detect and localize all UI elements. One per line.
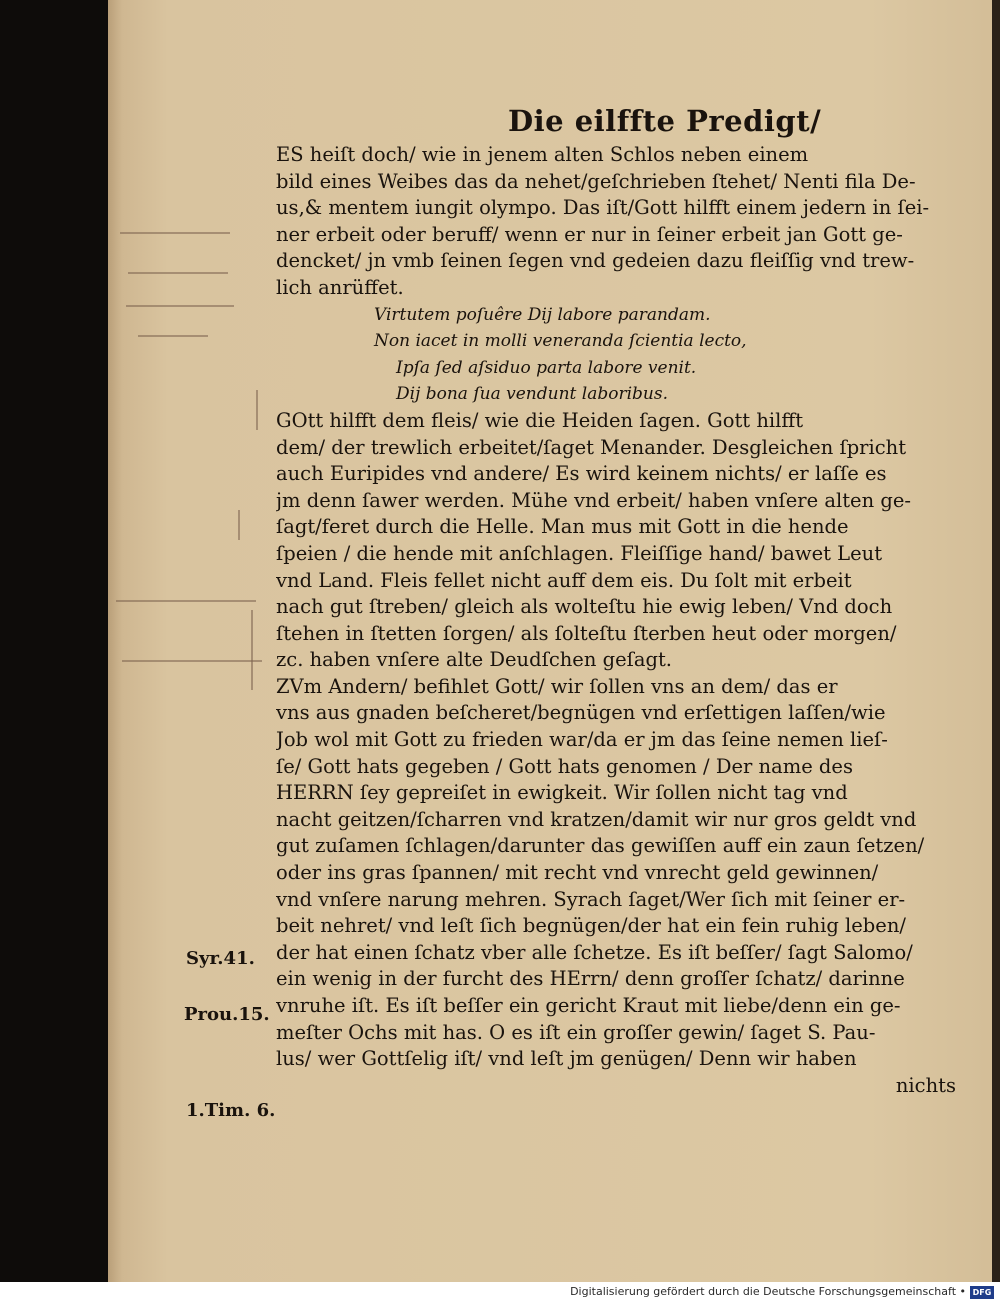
handwriting-mark xyxy=(126,305,234,307)
text-line: dencket/ jn vmb ſeinen ſegen vnd gedeien dazu fleiſſig vnd trew- xyxy=(276,249,915,273)
text-line: ſagt/feret durch die Helle. Man mus mit Gott in die hende xyxy=(276,515,849,539)
verse-line: Ipſa ſed aſsiduo parta labore venit. xyxy=(396,357,697,378)
footer-bar xyxy=(0,1282,1000,1303)
text-line: dem/ der trewlich erbeitet/ſaget Menander. Desgleichen ſpricht xyxy=(276,435,907,459)
handwriting-mark xyxy=(138,335,208,337)
catchword: nichts xyxy=(895,1073,956,1097)
text-line: HERRN ſey gepreiſet in ewigkeit. Wir ſollen nicht tag vnd xyxy=(276,781,848,805)
page-heading: Die eilffte Predigt/ xyxy=(508,104,822,138)
text-line: bild eines Weibes das da nehet/geſchrieben ſtehet/ Nenti fila De- xyxy=(276,169,916,193)
text-line: jm denn ſawer werden. Mühe vnd erbeit/ haben vnſere alten ge- xyxy=(276,488,911,512)
text-line: ein wenig in der furcht des HErrn/ denn groſſer ſchatz/ darinne xyxy=(276,967,905,991)
text-line: ZVm Andern/ befihlet Gott/ wir ſollen vns an dem/ das er xyxy=(276,674,838,698)
text-line: gut zuſamen ſchlagen/darunter das gewiſſen auff ein zaun ſetzen/ xyxy=(276,834,925,858)
text-line: nach gut ſtreben/ gleich als wolteſtu hie ewig leben/ Vnd doch xyxy=(276,595,893,619)
latin-verses xyxy=(276,302,976,408)
handwriting-mark xyxy=(256,390,258,430)
text-line: der hat einen ſchatz vber alle ſchetze. Es iſt beſſer/ ſagt Salomo/ xyxy=(276,940,913,964)
handwriting-mark xyxy=(122,660,262,662)
paragraph-1 xyxy=(276,142,976,302)
text-line: auch Euripides vnd andere/ Es wird keinem nichts/ er laſſe es xyxy=(276,462,887,486)
text-line: vnd vnſere narung mehren. Syrach ſaget/Wer ſich mit ſeiner er- xyxy=(276,887,906,911)
handwriting-mark xyxy=(116,600,256,602)
text-line: ſtehen in ſtetten ſorgen/ als ſolteſtu ſterben heut oder morgen/ xyxy=(276,621,897,645)
text-block xyxy=(276,142,976,1099)
text-line: beit nehret/ vnd leſt ſich begnügen/der hat ein fein ruhig leben/ xyxy=(276,914,906,938)
margin-reference-timothy: 1.Tim. 6. xyxy=(186,1100,276,1121)
verse-line: Dij bona ſua vendunt laboribus. xyxy=(396,384,668,405)
text-line: vnd Land. Fleis fellet nicht auff dem eis. Du ſolt mit erbeit xyxy=(276,568,852,592)
text-line: lus/ wer Gottſelig iſt/ vnd leſt jm genügen/ Denn wir haben xyxy=(276,1047,857,1071)
funding-notice: Digitalisierung gefördert durch die Deutsche Forschungsgemeinschaft • xyxy=(570,1285,966,1298)
handwriting-mark xyxy=(251,610,253,690)
text-line: zc. haben vnſere alte Deudſchen geſagt. xyxy=(276,648,672,672)
text-line: ES heiſt doch/ wie in jenem alten Schlos neben einem xyxy=(276,143,809,166)
handwriting-mark xyxy=(238,510,240,540)
text-line: oder ins gras ſpannen/ mit recht vnd vnrecht geld gewinnen/ xyxy=(276,861,879,885)
text-line: us,& mentem iungit olympo. Das iſt/Gott hilfft einem jedern in ſei- xyxy=(276,196,930,220)
page-edge-shadow xyxy=(992,0,1000,1282)
text-line: vns aus gnaden beſcheret/begnügen vnd erſettigen laſſen/wie xyxy=(276,701,886,725)
text-line: vnruhe iſt. Es iſt beſſer ein gericht Kraut mit liebe/denn ein ge- xyxy=(276,994,901,1017)
text-line: meſter Ochs mit has. O es iſt ein groſſer gewin/ ſaget S. Pau- xyxy=(276,1020,876,1044)
handwriting-mark xyxy=(128,272,228,274)
paragraph-3 xyxy=(276,674,976,1073)
text-line: ſe/ Gott hats gegeben / Gott hats genomen / Der name des xyxy=(276,754,853,778)
text-line: ſpeien / die hende mit anſchlagen. Fleiſſige hand/ bawet Leut xyxy=(276,541,883,565)
text-line: GOtt hilfft dem fleis/ wie die Heiden ſagen. Gott hilfft xyxy=(276,408,804,432)
verse-line: Non iacet in molli veneranda ſcientia lecto, xyxy=(374,331,747,352)
verse-line: Virtutem poſuêre Dij labore parandam. xyxy=(374,304,711,325)
text-line: ner erbeit oder beruff/ wenn er nur in ſeiner erbeit jan Gott ge- xyxy=(276,222,903,246)
text-line: nacht geitzen/ſcharren vnd kratzen/damit wir nur gros geldt vnd xyxy=(276,807,917,831)
dfg-logo: DFG xyxy=(970,1286,994,1299)
text-line: Job wol mit Gott zu frieden war/da er jm das ſeine nemen lieſ- xyxy=(276,728,888,752)
margin-reference-syrach: Syr.41. xyxy=(186,948,255,969)
margin-reference-proverbs: Prou.15. xyxy=(184,1004,270,1025)
paragraph-2 xyxy=(276,408,976,674)
handwriting-mark xyxy=(120,232,230,234)
text-line: lich anrüffet. xyxy=(276,275,404,299)
